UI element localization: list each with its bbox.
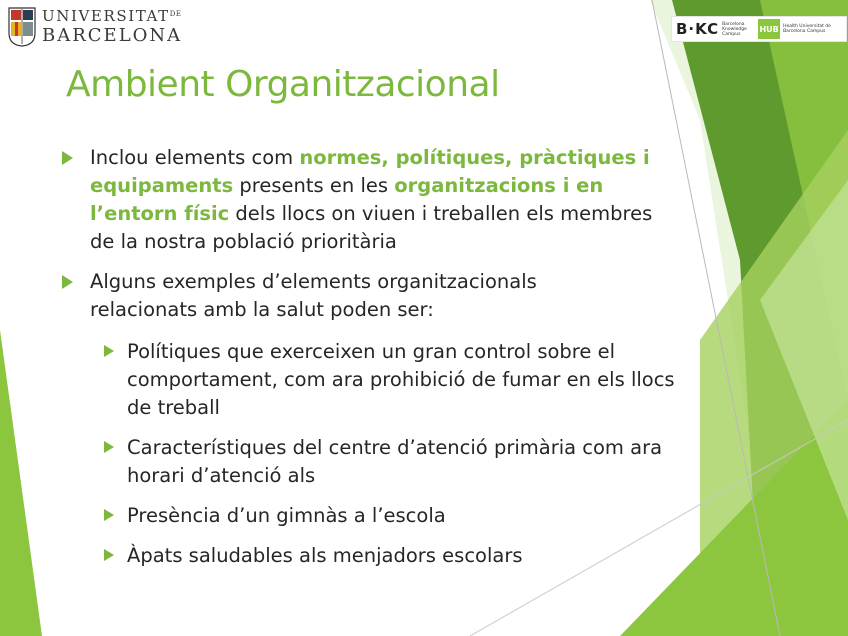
bullet-1-highlight-b: organitzacions i en l’entorn físic	[90, 174, 604, 225]
sub-bullet-arrow-icon	[104, 345, 114, 357]
university-name-line1: UNIVERSITAT	[42, 7, 170, 25]
sub-bullet-arrow-icon	[104, 441, 114, 453]
bullet-1-text-c: dels llocs on viuen i treballen els membres de la nostra població prioritària	[90, 202, 653, 253]
bullet-1-text-a: Inclou elements com	[90, 146, 300, 169]
university-logo	[8, 6, 182, 48]
bkc-hub-logo	[671, 16, 847, 42]
sub-bullet-2: Característiques del centre d’atenció primària com ara horari d’atenció als	[127, 436, 663, 487]
slide-title: Ambient Organitzacional	[66, 64, 500, 105]
sub-bullet-1: Polítiques que exerceixen un gran control sobre el comportament, com ara prohibició de fumar en els llocs de treball	[127, 340, 675, 419]
university-name-line2: BARCELONA	[42, 25, 183, 46]
bullet-arrow-icon	[62, 151, 73, 165]
sub-bullet-arrow-icon	[104, 509, 114, 521]
hub-subtitle: Health Universitat de Barcelona Campus	[783, 24, 831, 34]
bullet-2: Alguns exemples d’elements organitzacionals relacionats amb la salut poden ser:	[90, 270, 537, 321]
sub-bullet-4: Àpats saludables als menjadors escolars	[127, 544, 523, 567]
bkc-subtitle: Barcelona Knowledge Campus	[722, 21, 747, 37]
bullet-1-text-b: presents en les	[233, 174, 395, 197]
bullet-1-highlight-a: normes, polítiques, pràctiques i equipaments	[90, 146, 650, 197]
left-corner-shape	[0, 330, 42, 636]
bkc-mark: B·KC	[676, 20, 720, 38]
sub-bullet-arrow-icon	[104, 549, 114, 561]
university-shield-icon	[8, 7, 36, 47]
bullet-1	[90, 144, 680, 256]
hub-mark: HUB	[758, 19, 780, 39]
university-name-de: DE	[169, 10, 182, 18]
sub-bullet-3: Presència d’un gimnàs a l’escola	[127, 504, 446, 527]
bullet-arrow-icon	[62, 275, 73, 289]
